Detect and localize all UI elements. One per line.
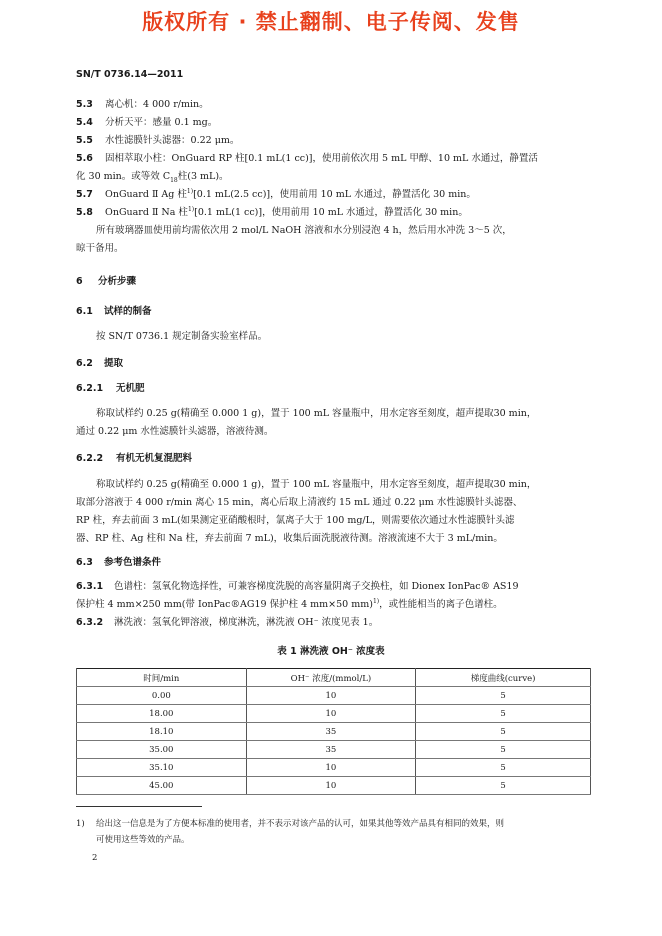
table-cell: 45.00	[77, 777, 247, 795]
section-title: 分析步骤	[98, 276, 137, 287]
item-5-4	[76, 114, 592, 132]
copyright-watermark: 版权所有 · 禁止翻制、电子传阅、发售	[142, 10, 520, 34]
footnote-divider	[76, 806, 202, 807]
table-row	[77, 759, 591, 777]
table-cell: 5	[416, 741, 591, 759]
paragraph-line	[76, 578, 592, 596]
item-5-6-cont	[76, 168, 592, 186]
paragraph-text: 淋洗液：氢氧化钾溶液，梯度淋洗，淋洗液 OH⁻ 浓度见表 1。	[114, 617, 379, 628]
section-6-2-2-heading	[76, 450, 592, 468]
table-row	[77, 687, 591, 705]
section-6-2-1-heading	[76, 380, 592, 398]
section-number: 6	[76, 276, 83, 287]
column-header: OH⁻ 浓度/(mmol/L)	[246, 669, 416, 687]
footnote-ref: 1)	[187, 205, 195, 213]
item-text: 固相萃取小柱：OnGuard RP 柱[0.1 mL(1 cc)]，使用前依次用 5 mL 甲醇、10 mL 水通过，静置活	[105, 153, 538, 164]
glassware-note-cont: 晾干备用。	[76, 243, 124, 254]
section-number: 6.1	[76, 306, 93, 317]
footnote-ref: 1)	[186, 187, 194, 195]
section-title: 提取	[104, 358, 124, 369]
section-title: 参考色谱条件	[104, 557, 162, 568]
item-number: 5.3	[76, 99, 93, 110]
paragraph-line: 取部分溶液于 4 000 r/min 离心 15 min，离心后取上清液约 15 mL 通过 0.22 μm 水性滤膜针头滤器、	[76, 497, 523, 508]
column-header: 梯度曲线(curve)	[416, 669, 591, 687]
table-row	[77, 777, 591, 795]
standard-number-header: SN/T 0736.14—2011	[76, 69, 184, 80]
item-text: 水性滤膜针头滤器：0.22	[105, 135, 215, 146]
item-text-end: 。	[229, 135, 240, 146]
page-number: 2	[92, 853, 98, 863]
table-cell: 10	[246, 687, 416, 705]
section-6-3-1	[76, 578, 592, 632]
section-6-1-text: 按 SN/T 0736.1 规定制备实验室样品。	[96, 331, 268, 342]
paragraph-line: 器、RP 柱、Ag 柱和 Na 柱，弃去前面 7 mL)，收集后面洗脱液待测。溶液流速不大于 3 mL/min。	[76, 533, 503, 544]
section-6-1-heading	[76, 303, 592, 321]
table-cell: 35	[246, 723, 416, 741]
section-number: 6.2.2	[76, 453, 104, 464]
paragraph-line: 称取试样约 0.25 g(精确至 0.000 1 g)，置于 100 mL 容量瓶中，用水定容至刻度，超声提取30 min，	[96, 479, 537, 490]
table-cell: 10	[246, 777, 416, 795]
table-cell: 5	[416, 723, 591, 741]
table-cell: 18.10	[77, 723, 247, 741]
table-row	[77, 723, 591, 741]
eluent-table	[76, 668, 591, 795]
item-number: 5.4	[76, 117, 93, 128]
item-5-5	[76, 132, 592, 150]
table-row	[77, 705, 591, 723]
table-header-row	[77, 669, 591, 687]
section-title: 无机肥	[116, 383, 145, 394]
section-6-2-heading	[76, 355, 592, 373]
section-number: 6.2.1	[76, 383, 104, 394]
item-number: 5.5	[76, 135, 93, 146]
section-6-heading	[76, 273, 592, 291]
item-5-6	[76, 150, 592, 168]
paragraph-text: 色谱柱：氢氧化物选择性，可兼容梯度洗脱的高容量阴离子交换柱，如 Dionex IonPac® AS19	[114, 581, 519, 592]
paragraph-line: 称取试样约 0.25 g(精确至 0.000 1 g)，置于 100 mL 容量瓶中，用水定容至刻度，超声提取30 min，	[96, 408, 537, 419]
table-cell: 35	[246, 741, 416, 759]
item-number: 5.7	[76, 189, 93, 200]
table-cell: 10	[246, 705, 416, 723]
footnote-line: 给出这一信息是为了方便本标准的使用者，并不表示对该产品的认可，如果其他等效产品具有相同的效果，则	[96, 819, 505, 829]
paragraph-line: RP 柱，弃去前面 3 mL(如果测定亚硝酸根时，氯离子大于 100 mg/L，则需要依次通过水性滤膜针头滤	[76, 515, 515, 526]
section-number: 6.3.2	[76, 617, 104, 628]
item-text: 化 30 min。或等效 C	[76, 171, 171, 182]
section-6-3-2	[76, 614, 592, 632]
table-cell: 18.00	[77, 705, 247, 723]
subscript: 18	[170, 176, 178, 184]
table-cell: 5	[416, 687, 591, 705]
table-cell: 10	[246, 759, 416, 777]
table-cell: 35.10	[77, 759, 247, 777]
paragraph-line	[76, 596, 592, 614]
section-number: 6.2	[76, 358, 93, 369]
item-text-end: [0.1 mL(1 cc)]，使用前用 10 mL 水通过，静置活化 30 min。	[194, 207, 468, 218]
paragraph-text: 保护柱 4 mm×250 mm(带 IonPac®AG19 保护柱 4 mm×50 mm)	[76, 599, 373, 610]
glassware-note: 所有玻璃器皿使用前均需依次用 2 mol/L NaOH 溶液和水分别浸泡 4 h，然后用水冲洗 3～5 次，	[96, 225, 512, 236]
table-row	[77, 741, 591, 759]
table-cell: 5	[416, 777, 591, 795]
table-cell: 35.00	[77, 741, 247, 759]
table-cell: 5	[416, 759, 591, 777]
item-5-7	[76, 186, 592, 204]
section-6-3-heading	[76, 554, 592, 572]
item-text: OnGuard Ⅱ Na 柱	[105, 207, 188, 218]
item-unit: μm	[214, 135, 230, 146]
table-title: 表 1 淋洗液 OH⁻ 浓度表	[277, 646, 385, 657]
table-cell: 5	[416, 705, 591, 723]
item-text-end: 柱(3 mL)。	[177, 171, 229, 182]
footnote-mark: 1)	[76, 819, 85, 829]
paragraph-line: 通过 0.22 μm 水性滤膜针头滤器，溶液待测。	[76, 426, 274, 437]
footnote	[76, 816, 596, 848]
item-number: 5.8	[76, 207, 93, 218]
section-title: 试样的制备	[104, 306, 152, 317]
paragraph-text-end: ，或性能相当的离子色谱柱。	[379, 599, 503, 610]
item-text: 离心机：4 000 r/min。	[105, 99, 209, 110]
section-number: 6.3	[76, 557, 93, 568]
section-number: 6.3.1	[76, 581, 104, 592]
section-6-2-2-body	[76, 476, 592, 548]
table-cell: 0.00	[77, 687, 247, 705]
item-5-3	[76, 96, 592, 114]
equipment-list	[76, 96, 592, 258]
item-text-end: [0.1 mL(2.5 cc)]，使用前用 10 mL 水通过，静置活化 30 min。	[193, 189, 476, 200]
footnote-line: 可使用这些等效的产品。	[96, 835, 190, 845]
item-number: 5.6	[76, 153, 93, 164]
footnote-ref: 1)	[372, 597, 380, 605]
section-6-2-1-body	[76, 405, 592, 441]
item-text: 分析天平：感量 0.1 mg。	[105, 117, 218, 128]
item-5-8	[76, 204, 592, 222]
column-header: 时间/min	[77, 669, 247, 687]
section-title: 有机无机复混肥料	[116, 453, 193, 464]
item-text: OnGuard Ⅱ Ag 柱	[105, 189, 187, 200]
